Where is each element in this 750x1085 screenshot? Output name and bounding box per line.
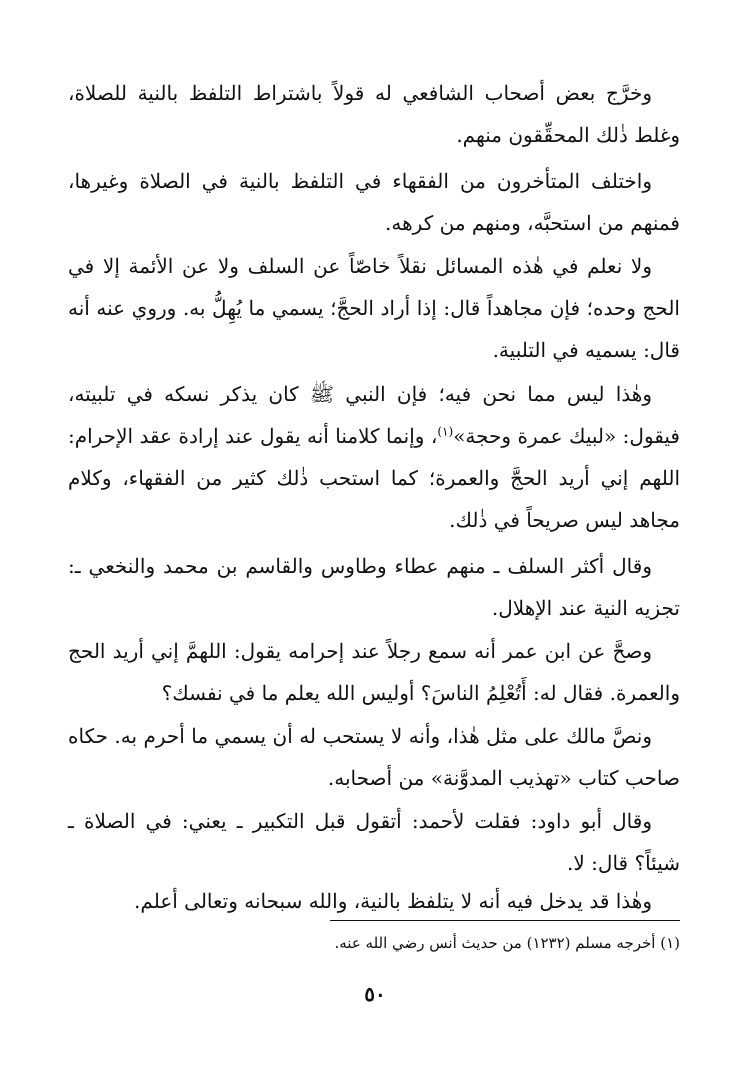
paragraph-3: ولا نعلم في هٰذه المسائل نقلاً خاصّاً عن السلف ولا عن الأئمة إلا في الحج وحده؛ فإن مجاهداً قال: إذا أراد الحجَّ؛ يسمي ما يُهِلُّ به. وروي عنه أنه قال: يسميه في التلبية. — [68, 254, 680, 362]
paragraph-4 — [68, 373, 680, 541]
footnote-divider — [330, 920, 680, 921]
paragraph-8: وقال أبو داود: فقلت لأحمد: أتقول قبل التكبير ـ يعني: في الصلاة ـ شيئاً؟ قال: لا. — [68, 809, 680, 875]
paragraph-4-part-2: ، وإنما كلامنا أنه يقول عند إرادة عقد الإحرام: اللهم إني أريد الحجَّ والعمرة؛ كما استحب ذٰلك كثير من الفقهاء، وكلام مجاهد ليس صريحاً في ذٰلك. — [68, 424, 680, 532]
paragraph-6: وصحَّ عن ابن عمر أنه سمع رجلاً عند إحرامه يقول: اللهمَّ إني أريد الحج والعمرة. فقال له: أَتُعْلِمُ الناسَ؟ أوليس الله يعلم ما في نفسك؟ — [68, 639, 680, 705]
paragraph-1: وخرَّج بعض أصحاب الشافعي له قولاً باشتراط التلفظ بالنية للصلاة، وغلط ذٰلك المحقِّقون منهم. — [68, 81, 680, 147]
paragraph-4-part-1: وهٰذا ليس مما نحن فيه؛ فإن النبي ﷺ كان يذكر نسكه في تلبيته، فيقول: «لبيك عمرة وحجة» — [68, 382, 680, 448]
footnote-reference[interactable]: (١) — [437, 424, 454, 439]
paragraph-2: واختلف المتأخرون من الفقهاء في التلفظ بالنية في الصلاة وغيرها، فمنهم من استحبَّه، ومنهم من كرهه. — [68, 169, 680, 235]
footnote-text: (١) أخرجه مسلم (١٢٣٢) من حديث أنس رضي الله عنه. — [334, 934, 680, 952]
paragraph-7: ونصَّ مالك على مثل هٰذا، وأنه لا يستحب له أن يسمي ما أحرم به. حكاه صاحب كتاب «تهذيب المدوَّنة» من أصحابه. — [68, 724, 680, 790]
paragraph-9: وهٰذا قد يدخل فيه أنه لا يتلفظ بالنية، والله سبحانه وتعالى أعلم. — [134, 889, 652, 913]
paragraph-5: وقال أكثر السلف ـ منهم عطاء وطاوس والقاسم بن محمد والنخعي ـ: تجزيه النية عند الإهلال. — [68, 554, 680, 620]
page-number: ٥٠ — [364, 982, 386, 1006]
